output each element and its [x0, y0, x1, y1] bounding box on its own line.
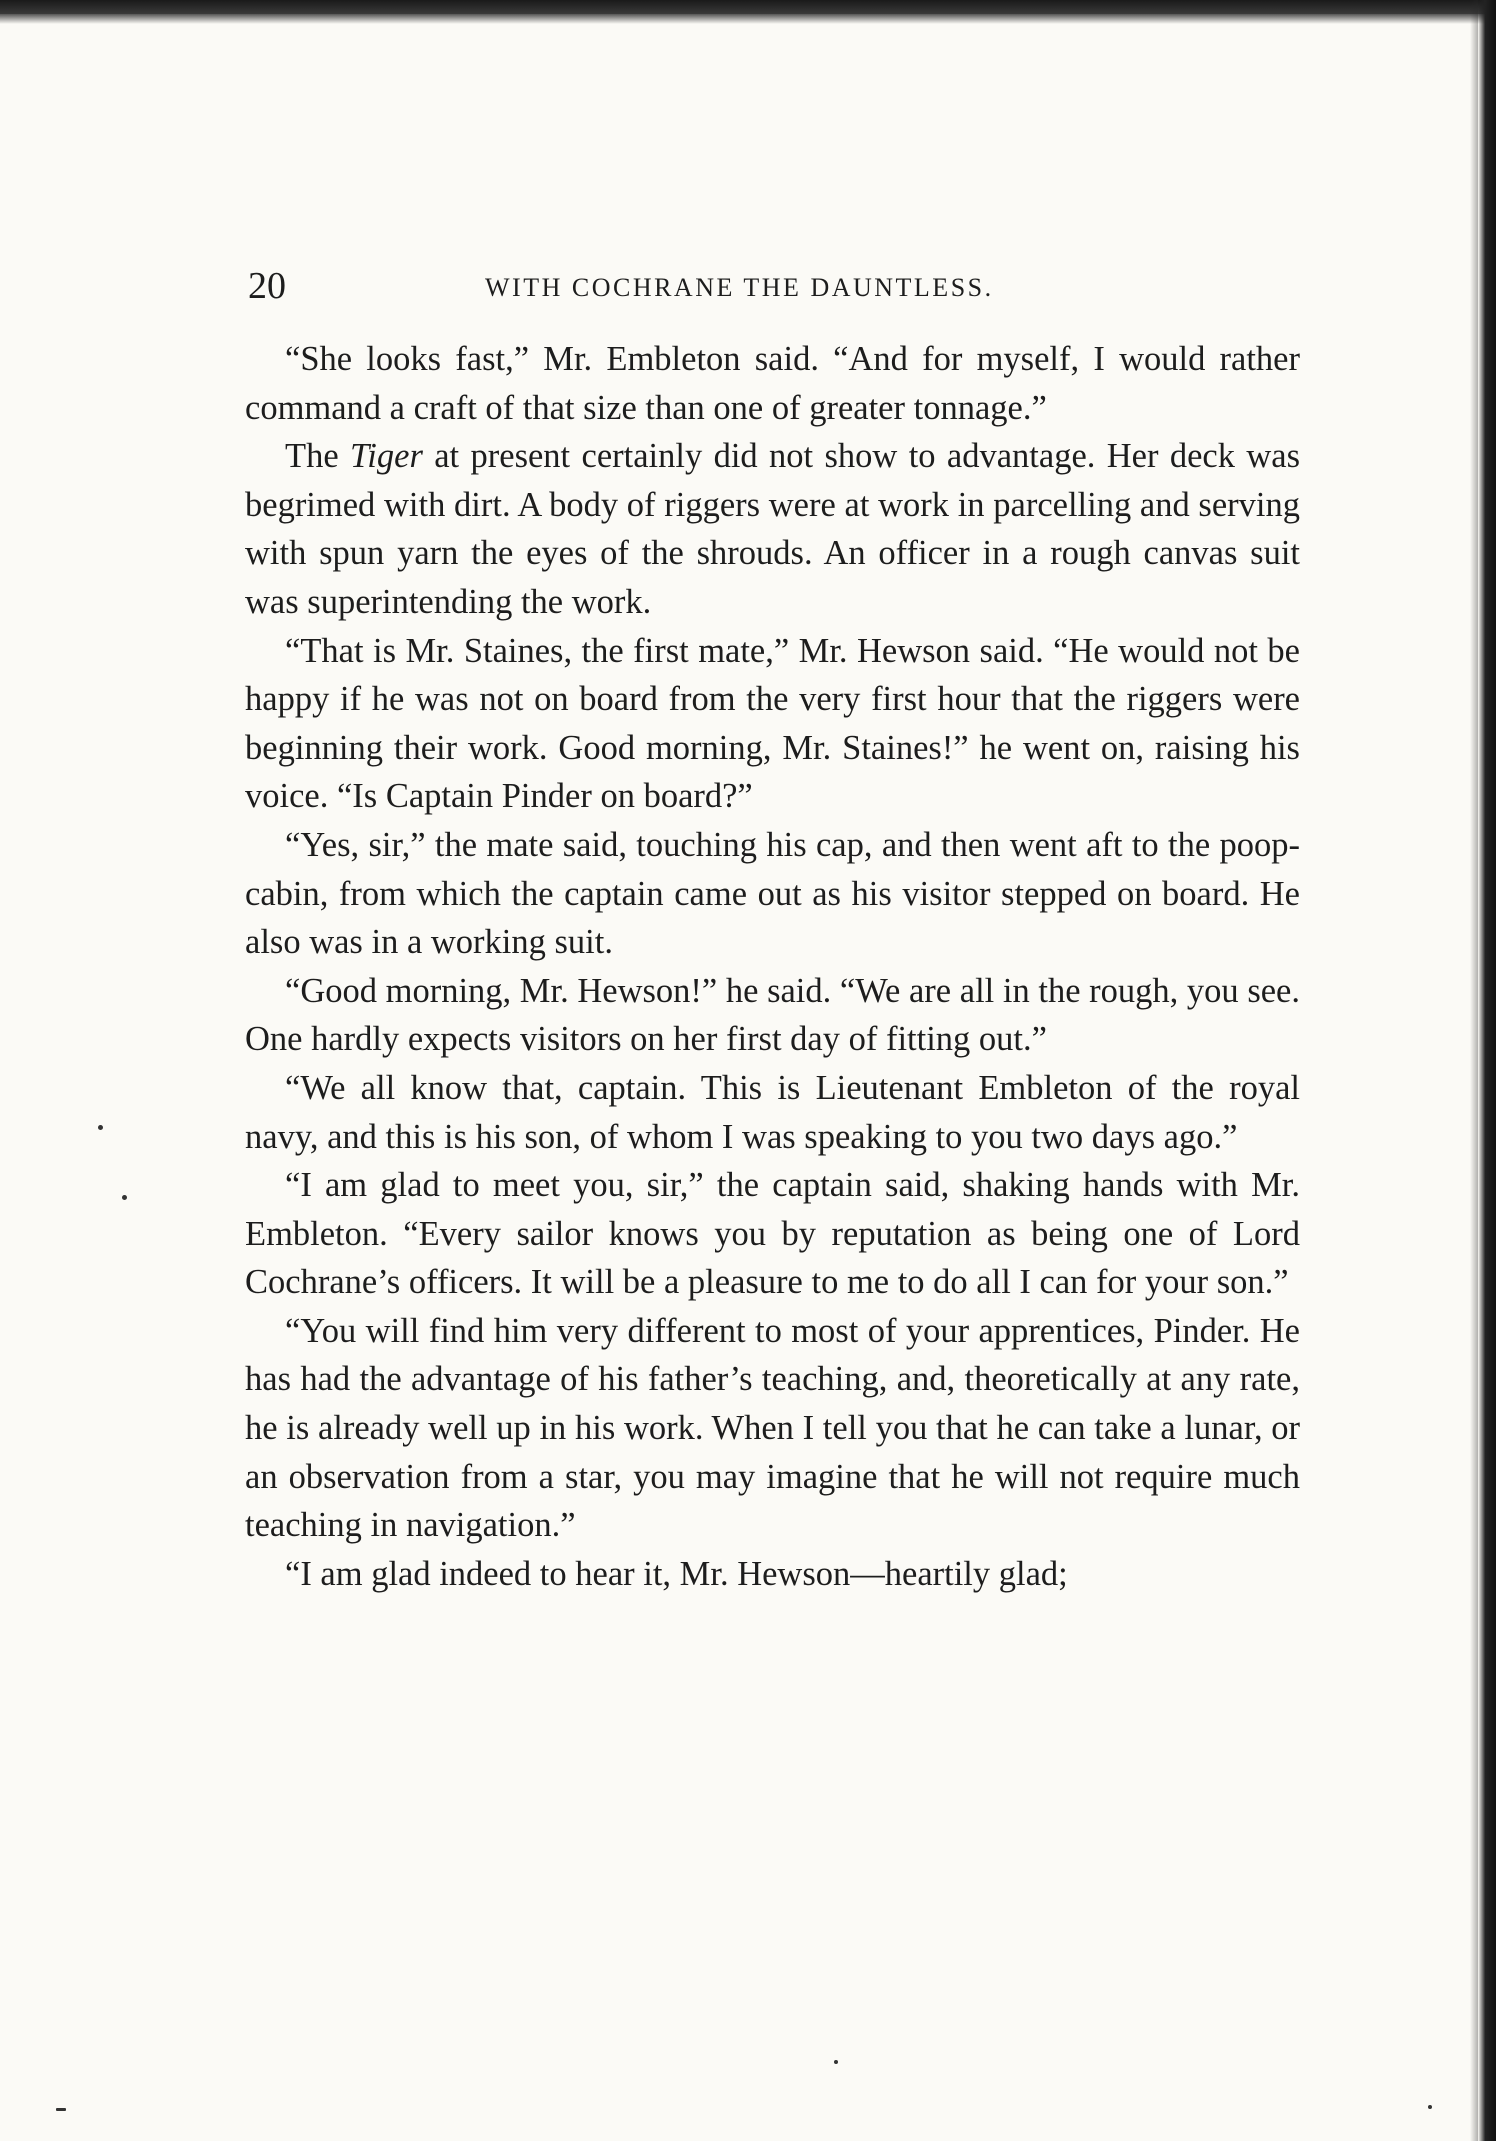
paragraph-text: “Yes, sir,” the mate said, touching his cap, and then went aft to the poop-cabin, from which the captain came out as his visitor stepped on board. He also was in a working suit.	[245, 825, 1300, 962]
paragraph	[245, 967, 1300, 1064]
paragraph	[245, 821, 1300, 967]
paragraph	[245, 1064, 1300, 1161]
paragraph	[245, 335, 1300, 432]
paragraph	[245, 432, 1300, 626]
scan-speck	[56, 2108, 66, 2111]
paragraph-text: The	[285, 437, 351, 476]
paragraph-text: “She looks fast,” Mr. Embleton said. “And for myself, I would rather command a craft of that size than one of greater tonnage.”	[245, 340, 1300, 427]
scan-border-shadow	[0, 14, 1496, 24]
paragraph	[245, 627, 1300, 821]
paragraph-text: “That is Mr. Staines, the first mate,” Mr. Hewson said. “He would not be happy if he was not on board from the very first hour that the riggers were beginning their work. Good morning, Mr. Staines!” he went on, raising his voice. “Is Captain Pinder on board?”	[245, 631, 1300, 816]
body-text	[245, 335, 1300, 1598]
paragraph-text: “You will find him very different to most of your apprentices, Pinder. He has had the advantage of his father’s teaching, and, theoretically at any rate, he is already well up in his work. When I tell you that he can take a lunar, or an observation from a star, you may imagine that he will not require much teaching in navigation.”	[245, 1311, 1300, 1545]
page-header	[0, 262, 1496, 310]
page-number: 20	[248, 265, 286, 307]
scan-border-right-shadow	[1470, 0, 1478, 2141]
paragraph	[245, 1550, 1300, 1599]
paragraph-text: “I am glad indeed to hear it, Mr. Hewson—heartily glad;	[285, 1554, 1068, 1593]
paragraph	[245, 1307, 1300, 1550]
paragraph-text: “Good morning, Mr. Hewson!” he said. “We are all in the rough, you see. One hardly expects visitors on her first day of fitting out.”	[245, 971, 1300, 1059]
paragraph	[245, 1161, 1300, 1307]
scan-border-right	[1478, 0, 1496, 2141]
paragraph-text: “I am glad to meet you, sir,” the captain said, shaking hands with Mr. Embleton. “Every sailor knows you by reputation as being one of Lord Cochrane’s officers. It will be a pleasure to me to do all I can for your son.”	[245, 1166, 1300, 1302]
paragraph-text: “We all know that, captain. This is Lieutenant Embleton of the royal navy, and this is his son, of whom I was speaking to you two days ago.”	[245, 1068, 1300, 1156]
paragraph-text: at present certainly did not show to advantage. Her deck was begrimed with dirt. A body of riggers were at work in parcelling and serving with spun yarn the eyes of the shrouds. An officer in a rough canvas suit was superintending the work.	[245, 437, 1300, 621]
scan-speck	[1428, 2105, 1432, 2109]
scan-border-top	[0, 0, 1496, 14]
italic-text: Tiger	[350, 437, 423, 476]
scan-speck	[98, 1125, 103, 1130]
scan-speck	[122, 1195, 127, 1200]
scan-speck	[834, 2060, 838, 2064]
running-head: WITH COCHRANE THE DAUNTLESS.	[485, 273, 994, 302]
